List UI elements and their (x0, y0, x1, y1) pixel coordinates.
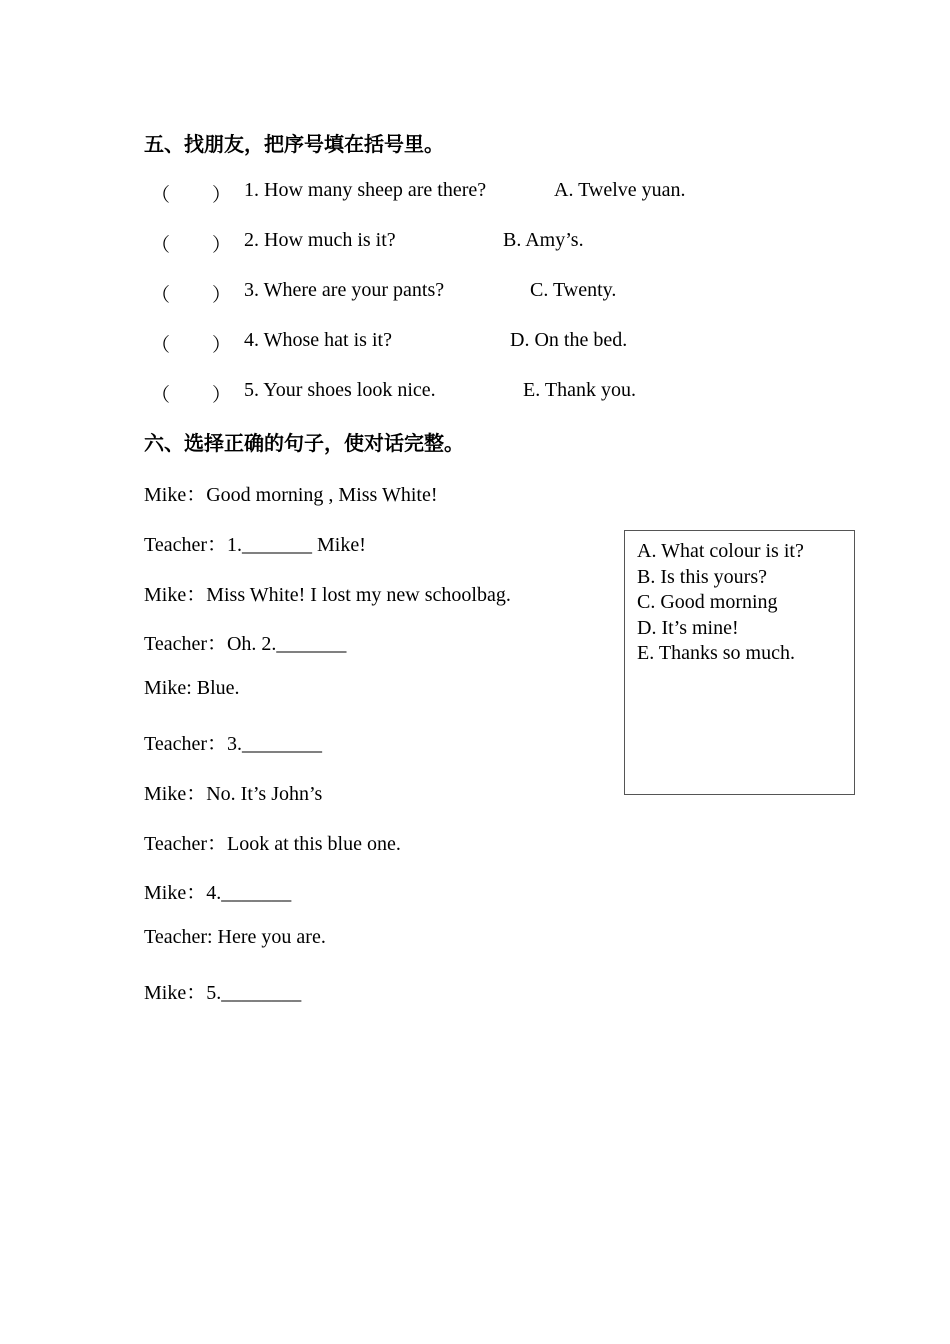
dialogue-line-5: Mike: Blue. (144, 677, 240, 699)
match-answer-d: D. On the bed. (510, 329, 628, 351)
dialogue-line-11: Mike：5.________ (144, 982, 302, 1004)
dialogue-line-4: Teacher：Oh. 2._______ (144, 633, 347, 655)
option-e: E. Thanks so much. (637, 642, 795, 664)
dialogue-line-3: Mike：Miss White! I lost my new schoolbag. (144, 584, 511, 606)
answer-paren-close: ） (212, 385, 232, 406)
match-question-1: 1. How many sheep are there? (244, 179, 487, 201)
match-answer-e: E. Thank you. (523, 379, 636, 401)
match-question-4: 4. Whose hat is it? (244, 329, 392, 351)
options-box (624, 530, 855, 795)
section6-heading: 六、选择正确的句子，使对话完整。 (144, 433, 464, 455)
dialogue-line-1: Mike：Good morning , Miss White! (144, 484, 438, 506)
match-question-2: 2. How much is it? (244, 229, 396, 251)
answer-paren-open: （ (151, 385, 171, 406)
answer-paren-open: （ (151, 235, 171, 256)
answer-paren-close: ） (212, 185, 232, 206)
match-answer-c: C. Twenty. (530, 279, 617, 301)
option-c: C. Good morning (637, 591, 778, 613)
section5-heading: 五、找朋友，把序号填在括号里。 (144, 134, 444, 156)
answer-paren-open: （ (151, 185, 171, 206)
match-question-3: 3. Where are your pants? (244, 279, 445, 301)
dialogue-line-2: Teacher：1._______ Mike! (144, 534, 366, 556)
answer-paren-close: ） (212, 235, 232, 256)
answer-paren-open: （ (151, 285, 171, 306)
answer-paren-close: ） (212, 285, 232, 306)
option-b: B. Is this yours? (637, 565, 767, 588)
option-d: D. It’s mine! (637, 616, 739, 639)
match-answer-a: A. Twelve yuan. (554, 179, 686, 201)
dialogue-line-7: Mike：No. It’s John’s (144, 783, 323, 805)
dialogue-line-8: Teacher：Look at this blue one. (144, 833, 401, 855)
dialogue-line-6: Teacher：3.________ (144, 733, 322, 755)
dialogue-line-9: Mike：4._______ (144, 882, 292, 904)
dialogue-line-10: Teacher: Here you are. (144, 926, 326, 948)
match-answer-b: B. Amy’s. (503, 229, 584, 251)
match-question-5: 5. Your shoes look nice. (244, 379, 436, 401)
option-a: A. What colour is it? (637, 540, 804, 562)
answer-paren-open: （ (151, 335, 171, 356)
answer-paren-close: ） (212, 335, 232, 356)
